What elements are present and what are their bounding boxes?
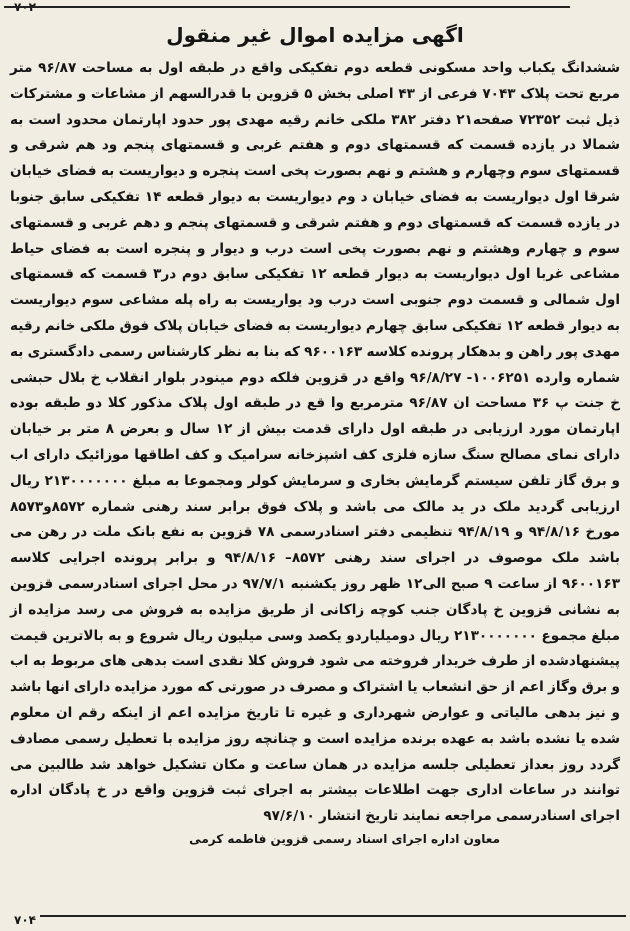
notice-body: ششدانگ یکباب واحد مسکونی قطعه دوم تفکیکی واقع در طبقه اول به مساحت ۹۶/۸۷ متر مربع تحت پلاک ۷۰۴۳ فرعی از ۴۳ اصلی بخش ۵ قزوین با قدرالسهم از مشاعات و مشترکات ذیل ثبت ۷۲۳۵۲ صفحه۲۱ دفتر ۳۸۲ ملکی خانم رقیه مهدی پور حدود اپارتمان محدود است به شمالا در یازده قسمت که قسمتهای دوم و هفتم غربی و قسمتهای پنجم ود هم شرقی و قسمتهای سوم وچهارم و هشتم و نهم بصورت پخی است پنجره و دیواریست به فضای خیابان شرقا اول دیواریست به فضای خیابان د وم دیواریست به دیوار قطعه ۱۴ تفکیکی سابق جنوبا در یازده قسمت که قسمتهای دوم و هفتم شرقی و قسمتهای پنجم و دهم غربی و قسمتهای سوم و چهارم وهشتم و نهم بصورت پخی است درب و دیوار و پنجره است به فضای حیاط مشاعی غربا اول دیواریست به دیوار قطعه ۱۲ تفکیکی سابق دوم در۳ قسمت که قسمتهای اول شمالی و قسمت دوم جنوبی است درب ود یواریست به راه پله مشاعی سوم دیواریست به دیوار قطعه ۱۲ تفکیکی سابق چهارم دیواریست به فضای خیابان پلاک فوق ملکی خانم رقیه مهدی پور راهن و بدهکار پرونده کلاسه ۹۶۰۰۱۶۳ که بنا به نظر کارشناس رسمی دادگستری به شماره وارده ۱۰۰۶۲۵۱- ۹۶/۸/۲۷ واقع در قزوین فلکه دوم مینودر بلوار انقلاب خ بلال حبشی خ جنت پ ۳۶ مساحت ان ۹۶/۸۷ مترمربع وا قع در طبقه اول پلاک مذکور کلا دو طبقه بوده اپارتمان مورد ارزیابی در طبقه اول دارای قدمت بیش از ۱۲ سال و بعرض ۸ متر بر خیابان دارای نمای مصالح سنگ سازه فلزی کف اشپزخانه سرامیک و کف اطاقها موزائیک دارای اب و برق گاز تلفن سیستم گرمایش بخاری و سرمایش کولر ومجموعا به مبلغ ۲۱۳۰۰۰۰۰۰۰ ریال ارزیابی گردید ملک در ید مالک می باشد و پلاک فوق برابر سند رهنی شماره ۸۵۷۲و۸۵۷۳ مورخ ۹۴/۸/۱۶ و ۹۴/۸/۱۹ تنظیمی دفتر اسنادرسمی ۷۸ قزوین به نفع بانک ملت در رهن می باشد ملک موصوف در اجرای سند رهنی ۸۵۷۲– ۹۴/۸/۱۶ و برابر پرونده اجرایی کلاسه ۹۶۰۰۱۶۳ از ساعت ۹ صبح الی۱۲ ظهر روز یکشنبه ۹۷/۷/۱ در محل اجرای اسنادرسمی قزوین به نشانی قزوین خ پادگان جنب کوچه زاکانی از طریق مزایده به فروش می رسد مزایده از مبلغ مجموع ۲۱۳۰۰۰۰۰۰۰ ریال دومیلیاردو یکصد وسی میلیون ریال شروع و به بالاترین قیمت پیشنهادشده از طرف خریدار فروخته می شود فروش کلا نقدی است بدهی های مربوط به اب و برق وگاز اعم از حق انشعاب یا اشتراک و مصرف در صورتی که مورد مزایده دارای انها باشد و نیز بدهی مالیاتی و عوارض شهرداری و غیره تا تاریخ مزایده اعم از اینکه رقم ان معلوم شده یا نشده باشد به عهده برنده مزایده است و چنانچه روز مزایده با تعطیل رسمی مصادف گردد روز بعداز تعطیلی جلسه مزایده در همان ساعت و مکان تشکیل خواهد شد طالبین می توانند در ساعات اداری جهت اطلاعات بیشتر به اجرای ثبت قزوین واقع در خ پادگان اداره اجرای اسنادرسمی مراجعه نمایند تاریخ انتشار ۹۷/۶/۱۰ [10,60,621,825]
notice-signature: معاون اداره اجرای اسناد رسمی قزوین فاطمه کرمی [189,831,500,846]
page-number-bottom: ۷۰۴ [14,913,36,927]
notice-title: اگهی مزایده اموال غیر منقول [166,23,464,47]
bottom-divider [40,915,626,917]
top-divider [4,6,570,8]
page-number-top: ۷۰۲ [14,0,36,14]
